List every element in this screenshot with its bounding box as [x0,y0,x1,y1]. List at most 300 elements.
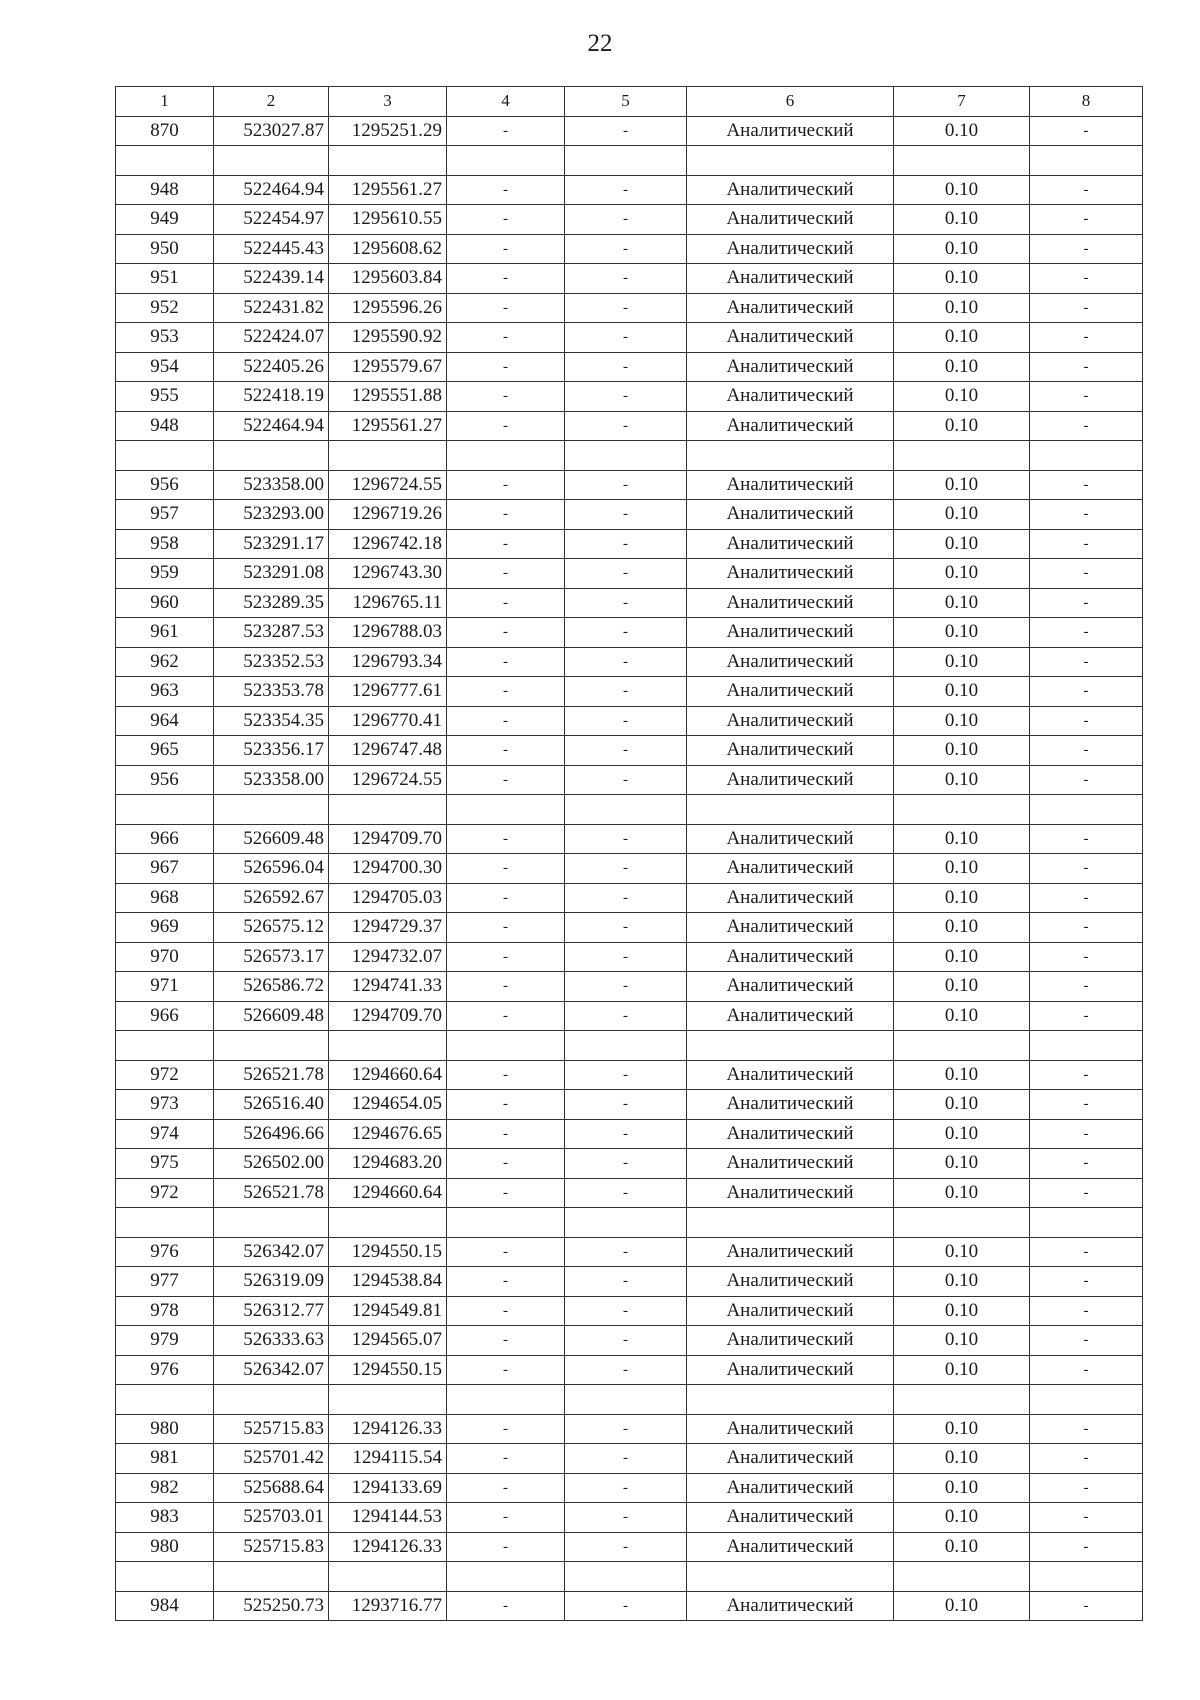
method-cell: Аналитический [687,1296,894,1326]
col5-cell: - [565,942,687,972]
table-row [116,1149,1143,1179]
method-cell: Аналитический [687,205,894,235]
col4-cell: - [447,205,565,235]
accuracy-cell: 0.10 [894,529,1030,559]
col4-cell: - [447,1149,565,1179]
accuracy-cell: 0.10 [894,1326,1030,1356]
col5-cell: - [565,883,687,913]
col8-cell: - [1030,1149,1143,1179]
col5-cell: - [565,677,687,707]
method-cell: Аналитический [687,264,894,294]
point-number-cell [116,1562,214,1592]
col8-cell: - [1030,1414,1143,1444]
col4-cell: - [447,1355,565,1385]
col4-cell: - [447,352,565,382]
col4-cell: - [447,972,565,1002]
col4-cell [447,1208,565,1238]
y-coordinate-cell: 1295579.67 [329,352,447,382]
col8-cell: - [1030,1296,1143,1326]
y-coordinate-cell [329,1208,447,1238]
col8-cell: - [1030,1473,1143,1503]
col5-cell: - [565,116,687,146]
accuracy-cell: 0.10 [894,1296,1030,1326]
x-coordinate-cell [214,1208,329,1238]
col5-cell: - [565,559,687,589]
col8-cell: - [1030,1591,1143,1621]
method-cell: Аналитический [687,1267,894,1297]
method-cell: Аналитический [687,972,894,1002]
accuracy-cell: 0.10 [894,883,1030,913]
col5-cell: - [565,175,687,205]
y-coordinate-cell: 1294709.70 [329,824,447,854]
col8-cell [1030,1208,1143,1238]
x-coordinate-cell: 525715.83 [214,1414,329,1444]
y-coordinate-cell: 1294741.33 [329,972,447,1002]
y-coordinate-cell: 1296777.61 [329,677,447,707]
point-number-cell: 957 [116,500,214,530]
method-cell: Аналитический [687,1532,894,1562]
point-number-cell: 971 [116,972,214,1002]
col4-cell: - [447,175,565,205]
col8-cell: - [1030,411,1143,441]
col5-cell [565,1562,687,1592]
table-row [116,323,1143,353]
col5-cell: - [565,352,687,382]
y-coordinate-cell: 1296747.48 [329,736,447,766]
x-coordinate-cell: 523354.35 [214,706,329,736]
x-coordinate-cell: 522464.94 [214,175,329,205]
table-row [116,234,1143,264]
method-cell: Аналитический [687,1473,894,1503]
col8-cell: - [1030,323,1143,353]
col5-cell: - [565,411,687,441]
table-row [116,175,1143,205]
col5-cell: - [565,500,687,530]
accuracy-cell [894,1562,1030,1592]
y-coordinate-cell: 1294550.15 [329,1237,447,1267]
y-coordinate-cell [329,795,447,825]
method-cell: Аналитический [687,883,894,913]
point-number-cell: 870 [116,116,214,146]
method-cell: Аналитический [687,942,894,972]
x-coordinate-cell: 526521.78 [214,1178,329,1208]
accuracy-cell: 0.10 [894,618,1030,648]
x-coordinate-cell: 522405.26 [214,352,329,382]
col4-cell: - [447,647,565,677]
method-cell: Аналитический [687,824,894,854]
accuracy-cell: 0.10 [894,293,1030,323]
y-coordinate-cell: 1294683.20 [329,1149,447,1179]
point-number-cell: 964 [116,706,214,736]
col5-cell: - [565,1591,687,1621]
accuracy-cell: 0.10 [894,647,1030,677]
y-coordinate-cell: 1294732.07 [329,942,447,972]
accuracy-cell: 0.10 [894,1355,1030,1385]
method-cell [687,1031,894,1061]
table-row [116,352,1143,382]
x-coordinate-cell: 523358.00 [214,470,329,500]
col8-cell [1030,1562,1143,1592]
col5-cell: - [565,1444,687,1474]
col8-cell: - [1030,913,1143,943]
col8-cell: - [1030,264,1143,294]
accuracy-cell: 0.10 [894,1591,1030,1621]
col8-cell: - [1030,175,1143,205]
method-cell: Аналитический [687,677,894,707]
y-coordinate-cell: 1294565.07 [329,1326,447,1356]
point-number-cell [116,441,214,471]
col4-cell: - [447,1237,565,1267]
col5-cell: - [565,205,687,235]
accuracy-cell [894,1385,1030,1415]
col8-cell: - [1030,736,1143,766]
x-coordinate-cell [214,146,329,176]
col5-cell: - [565,588,687,618]
table-row [116,1414,1143,1444]
x-coordinate-cell: 525715.83 [214,1532,329,1562]
col5-cell: - [565,736,687,766]
x-coordinate-cell: 526319.09 [214,1267,329,1297]
point-number-cell [116,146,214,176]
method-cell [687,1562,894,1592]
col8-cell: - [1030,1503,1143,1533]
col4-cell: - [447,1119,565,1149]
y-coordinate-cell: 1295251.29 [329,116,447,146]
col5-cell: - [565,854,687,884]
method-cell: Аналитический [687,382,894,412]
x-coordinate-cell: 522424.07 [214,323,329,353]
accuracy-cell: 0.10 [894,175,1030,205]
col5-cell [565,1031,687,1061]
x-coordinate-cell: 526575.12 [214,913,329,943]
separator-row [116,1562,1143,1592]
col8-cell: - [1030,352,1143,382]
point-number-cell: 950 [116,234,214,264]
accuracy-cell: 0.10 [894,116,1030,146]
y-coordinate-cell: 1296742.18 [329,529,447,559]
col8-cell: - [1030,529,1143,559]
y-coordinate-cell: 1295610.55 [329,205,447,235]
point-number-cell [116,1385,214,1415]
col5-cell: - [565,1237,687,1267]
table-row [116,1237,1143,1267]
separator-row [116,1208,1143,1238]
point-number-cell: 951 [116,264,214,294]
col5-cell: - [565,1149,687,1179]
accuracy-cell: 0.10 [894,1473,1030,1503]
x-coordinate-cell: 526342.07 [214,1355,329,1385]
table-row [116,1090,1143,1120]
method-cell: Аналитический [687,1414,894,1444]
x-coordinate-cell: 526586.72 [214,972,329,1002]
method-cell [687,795,894,825]
page-number: 22 [587,30,613,57]
x-coordinate-cell: 523287.53 [214,618,329,648]
col4-cell: - [447,824,565,854]
accuracy-cell: 0.10 [894,500,1030,530]
y-coordinate-cell: 1294144.53 [329,1503,447,1533]
y-coordinate-cell: 1294133.69 [329,1473,447,1503]
table-row [116,677,1143,707]
table-row [116,972,1143,1002]
method-cell: Аналитический [687,1237,894,1267]
y-coordinate-cell: 1294549.81 [329,1296,447,1326]
accuracy-cell: 0.10 [894,234,1030,264]
point-number-cell [116,1208,214,1238]
col4-cell [447,146,565,176]
col8-cell: - [1030,1267,1143,1297]
column-number-header: 5 [565,87,687,117]
col4-cell [447,795,565,825]
col4-cell: - [447,1473,565,1503]
y-coordinate-cell: 1295608.62 [329,234,447,264]
table-row [116,293,1143,323]
accuracy-cell: 0.10 [894,411,1030,441]
accuracy-cell [894,146,1030,176]
point-number-cell: 953 [116,323,214,353]
x-coordinate-cell: 522454.97 [214,205,329,235]
col5-cell: - [565,1119,687,1149]
col4-cell: - [447,913,565,943]
method-cell: Аналитический [687,175,894,205]
method-cell [687,146,894,176]
separator-row [116,146,1143,176]
table-row [116,1001,1143,1031]
point-number-cell: 954 [116,352,214,382]
accuracy-cell: 0.10 [894,1444,1030,1474]
method-cell: Аналитический [687,588,894,618]
col4-cell: - [447,942,565,972]
col8-cell: - [1030,765,1143,795]
y-coordinate-cell: 1294115.54 [329,1444,447,1474]
col8-cell: - [1030,500,1143,530]
point-number-cell: 970 [116,942,214,972]
accuracy-cell: 0.10 [894,1001,1030,1031]
column-number-header: 8 [1030,87,1143,117]
table-row [116,529,1143,559]
method-cell: Аналитический [687,1001,894,1031]
x-coordinate-cell: 525688.64 [214,1473,329,1503]
col8-cell: - [1030,1237,1143,1267]
col5-cell: - [565,1414,687,1444]
table-row [116,824,1143,854]
point-number-cell: 978 [116,1296,214,1326]
col5-cell: - [565,1473,687,1503]
col4-cell: - [447,234,565,264]
col5-cell: - [565,323,687,353]
col5-cell: - [565,1178,687,1208]
point-number-cell: 959 [116,559,214,589]
point-number-cell: 967 [116,854,214,884]
col8-cell: - [1030,116,1143,146]
col5-cell: - [565,1296,687,1326]
x-coordinate-cell [214,441,329,471]
col8-cell [1030,795,1143,825]
y-coordinate-cell: 1295596.26 [329,293,447,323]
x-coordinate-cell: 523356.17 [214,736,329,766]
table-row [116,942,1143,972]
point-number-cell: 972 [116,1178,214,1208]
y-coordinate-cell: 1296788.03 [329,618,447,648]
x-coordinate-cell: 525703.01 [214,1503,329,1533]
col4-cell: - [447,854,565,884]
col8-cell: - [1030,1326,1143,1356]
accuracy-cell: 0.10 [894,1267,1030,1297]
x-coordinate-cell: 526502.00 [214,1149,329,1179]
col8-cell: - [1030,942,1143,972]
col4-cell: - [447,1060,565,1090]
x-coordinate-cell: 526342.07 [214,1237,329,1267]
y-coordinate-cell [329,1031,447,1061]
col4-cell [447,1385,565,1415]
x-coordinate-cell: 526516.40 [214,1090,329,1120]
col8-cell: - [1030,1444,1143,1474]
column-number-header: 7 [894,87,1030,117]
y-coordinate-cell: 1296793.34 [329,647,447,677]
accuracy-cell: 0.10 [894,1119,1030,1149]
x-coordinate-cell: 526496.66 [214,1119,329,1149]
x-coordinate-cell: 523291.08 [214,559,329,589]
col4-cell [447,441,565,471]
col8-cell: - [1030,1532,1143,1562]
y-coordinate-cell: 1293716.77 [329,1591,447,1621]
col5-cell [565,441,687,471]
x-coordinate-cell: 526521.78 [214,1060,329,1090]
table-row [116,205,1143,235]
col8-cell: - [1030,1119,1143,1149]
col4-cell: - [447,706,565,736]
method-cell: Аналитический [687,706,894,736]
table-row [116,1178,1143,1208]
accuracy-cell: 0.10 [894,913,1030,943]
point-number-cell: 956 [116,470,214,500]
table-row [116,264,1143,294]
point-number-cell: 974 [116,1119,214,1149]
x-coordinate-cell [214,1031,329,1061]
y-coordinate-cell [329,146,447,176]
accuracy-cell: 0.10 [894,1414,1030,1444]
point-number-cell [116,1031,214,1061]
y-coordinate-cell: 1294660.64 [329,1060,447,1090]
table-row [116,1267,1143,1297]
col8-cell: - [1030,205,1143,235]
col4-cell: - [447,500,565,530]
accuracy-cell: 0.10 [894,854,1030,884]
method-cell: Аналитический [687,559,894,589]
col4-cell: - [447,323,565,353]
point-number-cell: 980 [116,1414,214,1444]
table-row [116,1296,1143,1326]
col4-cell: - [447,1532,565,1562]
y-coordinate-cell: 1294700.30 [329,854,447,884]
col4-cell: - [447,1326,565,1356]
col4-cell: - [447,382,565,412]
col4-cell: - [447,588,565,618]
x-coordinate-cell: 526592.67 [214,883,329,913]
column-number-header: 4 [447,87,565,117]
method-cell: Аналитический [687,736,894,766]
y-coordinate-cell: 1294654.05 [329,1090,447,1120]
table-row [116,854,1143,884]
table-row [116,1119,1143,1149]
point-number-cell: 976 [116,1355,214,1385]
col5-cell: - [565,972,687,1002]
y-coordinate-cell: 1294660.64 [329,1178,447,1208]
accuracy-cell: 0.10 [894,1060,1030,1090]
point-number-cell: 976 [116,1237,214,1267]
point-number-cell: 966 [116,1001,214,1031]
point-number-cell: 973 [116,1090,214,1120]
col5-cell: - [565,765,687,795]
col5-cell: - [565,1532,687,1562]
y-coordinate-cell: 1294729.37 [329,913,447,943]
separator-row [116,1031,1143,1061]
table-row [116,1355,1143,1385]
col5-cell: - [565,1001,687,1031]
col8-cell: - [1030,1355,1143,1385]
point-number-cell: 962 [116,647,214,677]
x-coordinate-cell: 526596.04 [214,854,329,884]
point-number-cell: 983 [116,1503,214,1533]
x-coordinate-cell: 523352.53 [214,647,329,677]
col8-cell: - [1030,647,1143,677]
col8-cell: - [1030,588,1143,618]
point-number-cell: 952 [116,293,214,323]
x-coordinate-cell: 526312.77 [214,1296,329,1326]
accuracy-cell: 0.10 [894,1090,1030,1120]
x-coordinate-cell: 526609.48 [214,824,329,854]
accuracy-cell [894,795,1030,825]
y-coordinate-cell: 1296765.11 [329,588,447,618]
table-row [116,883,1143,913]
accuracy-cell: 0.10 [894,205,1030,235]
table-row [116,1060,1143,1090]
y-coordinate-cell: 1296743.30 [329,559,447,589]
col8-cell [1030,146,1143,176]
y-coordinate-cell: 1294676.65 [329,1119,447,1149]
table-header-row [116,87,1143,117]
method-cell: Аналитический [687,647,894,677]
method-cell: Аналитический [687,116,894,146]
col4-cell: - [447,411,565,441]
separator-row [116,441,1143,471]
method-cell: Аналитический [687,529,894,559]
col4-cell: - [447,1090,565,1120]
col4-cell: - [447,293,565,323]
y-coordinate-cell: 1294709.70 [329,1001,447,1031]
point-number-cell [116,795,214,825]
method-cell: Аналитический [687,1090,894,1120]
col5-cell [565,1385,687,1415]
y-coordinate-cell: 1295561.27 [329,175,447,205]
method-cell [687,441,894,471]
col4-cell: - [447,1267,565,1297]
x-coordinate-cell: 526333.63 [214,1326,329,1356]
accuracy-cell: 0.10 [894,765,1030,795]
point-number-cell: 949 [116,205,214,235]
y-coordinate-cell: 1295603.84 [329,264,447,294]
point-number-cell: 963 [116,677,214,707]
col4-cell: - [447,736,565,766]
method-cell: Аналитический [687,1591,894,1621]
col4-cell: - [447,765,565,795]
col8-cell: - [1030,824,1143,854]
x-coordinate-cell: 523358.00 [214,765,329,795]
col4-cell [447,1562,565,1592]
x-coordinate-cell: 525701.42 [214,1444,329,1474]
table-row [116,411,1143,441]
col4-cell: - [447,618,565,648]
